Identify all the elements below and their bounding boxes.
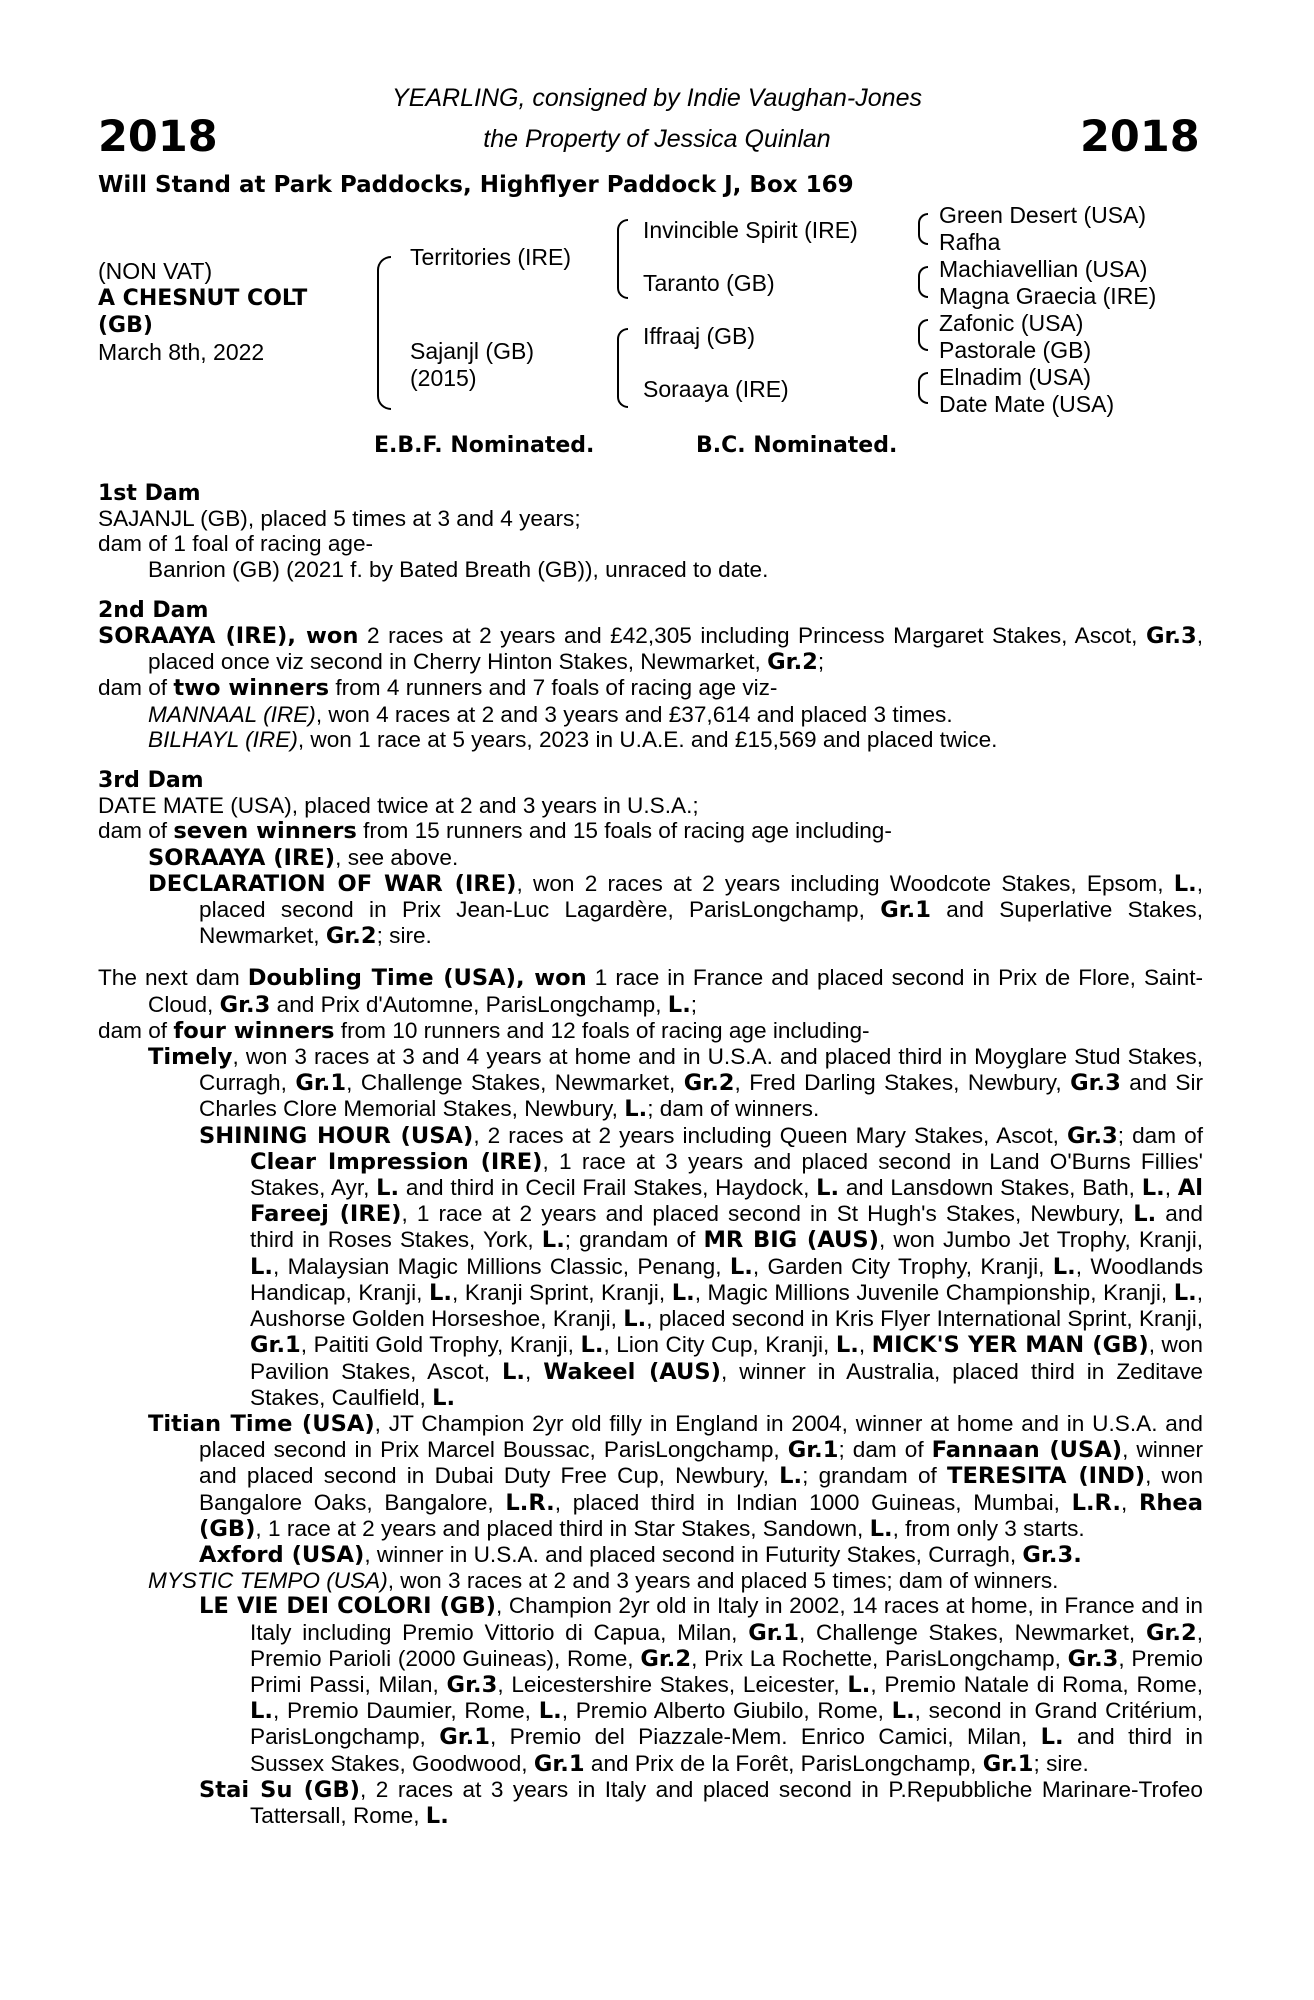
horse-name-bold: Rhea (GB)	[199, 1489, 1203, 1542]
sire-sire: Invincible Spirit (IRE)	[643, 217, 858, 243]
grade-label: Gr.3	[446, 1671, 498, 1698]
record-text: ; sire.	[1033, 1750, 1089, 1776]
horse-name-italic: BILHAYL (IRE)	[148, 726, 298, 752]
produce-item	[98, 727, 1203, 752]
grade-label: L.	[1173, 870, 1197, 897]
record-text: , Premio Primi Passi, Milan,	[250, 1645, 1203, 1697]
second-dam-record	[98, 623, 1203, 675]
grade-label: Gr.2	[683, 1070, 735, 1097]
grade-label: L.	[1040, 1724, 1064, 1751]
record-text: , Paititi Gold Trophy, Kranji,	[300, 1332, 581, 1358]
record-text: , Fred Darling Stakes, Newbury,	[734, 1070, 1071, 1096]
punctuation: ;	[817, 649, 825, 675]
second-dam-heading: 2nd Dam	[98, 597, 209, 623]
grade-label: Gr.2	[640, 1645, 692, 1672]
grade-label: L.	[432, 1384, 456, 1411]
record-text: , Premio Parioli (2000 Guineas), Rome,	[250, 1619, 1204, 1671]
ped-sds: Machiavellian (USA)	[939, 256, 1148, 282]
first-dam-produce-intro: dam of 1 foal of racing age-	[98, 531, 374, 557]
grade-label: Gr.3	[1145, 623, 1197, 650]
punctuation: ,	[1164, 1175, 1178, 1201]
produce-item	[98, 1123, 1203, 1411]
record-text: , see above.	[335, 844, 459, 870]
grade-label: Gr.1	[295, 1070, 347, 1097]
pedigree-brace-sire	[617, 219, 628, 299]
produce-item	[98, 1044, 1203, 1123]
grade-label: Gr.1	[748, 1619, 799, 1646]
record-text: from 4 runners and 7 foals of racing age viz-	[329, 675, 778, 701]
record-text: , won 1 race at 5 years, 2023 in U.A.E. and £15,569 and placed twice.	[297, 726, 998, 752]
record-text: , won 3 races at 3 and 4 years at home and in U.S.A. and placed third in Moyglare Stud Stakes, Curragh,	[199, 1044, 1203, 1096]
grade-label: L.	[501, 1358, 525, 1385]
grade-label: Gr.1	[533, 1750, 585, 1777]
record-text: and Prix de la Forêt, ParisLongchamp,	[584, 1750, 983, 1776]
grade-label: L.	[428, 1279, 452, 1306]
lot-number-left: 2018	[98, 112, 218, 162]
record-text: ; dam of	[838, 1437, 932, 1463]
dam-sire: Iffraaj (GB)	[643, 323, 756, 349]
grade-label: L.	[623, 1306, 647, 1333]
record-text: , Champion 2yr old in Italy in 2002, 14 races at home, in France and in Italy including Premio Vittorio di Capua, Milan,	[250, 1593, 1203, 1645]
produce-item	[98, 1568, 1203, 1593]
horse-name-bold: Axford (USA)	[199, 1541, 365, 1568]
horse-name-bold: LE VIE DEI COLORI (GB)	[199, 1593, 497, 1620]
grade-label: L.	[729, 1253, 753, 1280]
record-text: ; grandam of	[802, 1463, 948, 1489]
record-text: , placed once viz second in Cherry Hinton Stakes, Newmarket,	[148, 623, 1203, 675]
record-text: dam of	[98, 818, 174, 844]
record-text: , 1 race at 2 years and placed third in Star Stakes, Sandown,	[255, 1515, 870, 1541]
grade-label: L.	[835, 1332, 859, 1359]
horse-name-italic: MYSTIC TEMPO (USA)	[148, 1568, 388, 1594]
horse-name-bold: TERESITA (IND)	[947, 1463, 1146, 1490]
record-text: ; dam of winners.	[647, 1096, 820, 1122]
record-text: dam of	[98, 1017, 174, 1043]
record-text: , Premio Natale di Roma, Rome,	[870, 1671, 1204, 1697]
ped-dsd: Pastorale (GB)	[939, 337, 1092, 363]
record-text: , Kranji Sprint, Kranji,	[451, 1279, 672, 1305]
consignor-line: YEARLING, consigned by Indie Vaughan-Jones	[392, 84, 922, 112]
pedigree-brace-dam	[617, 328, 628, 408]
grade-label: L.	[816, 1175, 840, 1202]
property-line: the Property of Jessica Quinlan	[483, 125, 831, 153]
record-text: , Premio Daumier, Rome,	[272, 1698, 539, 1724]
second-dam-produce-intro	[98, 675, 1203, 701]
record-text: , won 4 races at 2 and 3 years and £37,614 and placed 3 times.	[315, 701, 953, 727]
next-dam-produce-intro	[98, 1018, 1203, 1044]
grade-label: L.	[891, 1698, 915, 1725]
punctuation: ,	[524, 1358, 544, 1384]
grade-label: L.	[250, 1253, 273, 1280]
record-text: , Challenge Stakes, Newmarket,	[346, 1070, 684, 1096]
record-text: ; grandam of	[564, 1227, 704, 1253]
record-text: 2 races at 2 years and £42,305 including Princess Margaret Stakes, Ascot,	[358, 623, 1146, 649]
grade-label: Gr.2	[767, 649, 818, 676]
record-text: , winner and placed second in Dubai Duty Free Cup, Newbury,	[199, 1437, 1203, 1489]
record-text: , Malaysian Magic Millions Classic, Penang,	[272, 1253, 730, 1279]
grade-label: Gr.3.	[1022, 1541, 1082, 1568]
third-dam-record: DATE MATE (USA), placed twice at 2 and 3 years in U.S.A.;	[98, 793, 699, 819]
grade-label: L.	[376, 1175, 400, 1202]
record-text: from 15 runners and 15 foals of racing age including-	[356, 818, 892, 844]
grade-label: L.	[425, 1802, 449, 1829]
ped-sss: Green Desert (USA)	[939, 202, 1147, 228]
horse-name-bold: Fannaan (USA)	[931, 1437, 1123, 1464]
record-text: , won Pavilion Stakes, Ascot,	[250, 1332, 1203, 1384]
record-text: from 10 runners and 12 foals of racing age including-	[334, 1017, 870, 1043]
horse-name-bold: Clear Impression (IRE)	[250, 1148, 543, 1175]
grade-label: Gr.3	[1066, 1122, 1118, 1149]
record-text: , Lion City Cup, Kranji,	[603, 1332, 836, 1358]
produce-item	[98, 702, 1203, 727]
grade-label: L.	[847, 1671, 871, 1698]
grade-label: Gr.3	[1067, 1645, 1119, 1672]
produce-item	[98, 845, 1203, 871]
record-text: The next dam	[98, 965, 248, 991]
grade-label: L.	[1052, 1253, 1076, 1280]
punctuation: ,	[1120, 1489, 1139, 1515]
grade-label: Gr.2	[325, 923, 377, 950]
sire-name: Territories (IRE)	[410, 244, 572, 270]
horse-name-bold: Al Fareej (IRE)	[250, 1175, 1203, 1228]
record-text: , placed third in Indian 1000 Guineas, Mumbai,	[554, 1489, 1072, 1515]
grade-label: L.	[779, 1463, 803, 1490]
record-text: ; dam of	[1117, 1122, 1203, 1148]
horse-name-bold: Doubling Time (USA)	[247, 965, 516, 992]
grade-label: L.R.	[1071, 1489, 1121, 1516]
grade-label: Gr.1	[880, 897, 931, 924]
horse-name-bold: MR BIG (AUS)	[703, 1227, 879, 1254]
horse-name-bold: Timely	[148, 1044, 233, 1071]
record-text: , Leicestershire Stakes, Leicester,	[497, 1671, 848, 1697]
ped-sdd: Magna Graecia (IRE)	[939, 283, 1157, 309]
record-text: and Lansdown Stakes, Bath,	[839, 1175, 1142, 1201]
record-text: , 2 races at 2 years including Queen Mary Stakes, Ascot,	[473, 1122, 1067, 1148]
grade-label: L.	[538, 1698, 562, 1725]
sire-dam: Taranto (GB)	[643, 270, 775, 296]
dam-name: Sajanjl (GB)	[410, 338, 534, 364]
grade-label: Gr.3	[1070, 1070, 1121, 1097]
horse-country: (GB)	[98, 313, 153, 338]
produce-item	[98, 1777, 1203, 1829]
third-dam-produce-intro	[98, 818, 1203, 844]
record-text: ; sire.	[376, 923, 432, 949]
horse-name-bold: MICK'S YER MAN (GB)	[871, 1332, 1149, 1359]
record-text: , from only 3 starts.	[892, 1515, 1085, 1541]
grade-label: L.	[624, 1096, 648, 1123]
produce-item	[98, 1411, 1203, 1542]
ped-ssd: Rafha	[939, 229, 1001, 255]
pedigree-brace-sd	[918, 266, 928, 298]
grade-label: L.	[541, 1227, 565, 1254]
horse-name-italic: MANNAAL (IRE)	[148, 701, 316, 727]
record-text: , won Jumbo Jet Trophy, Kranji,	[879, 1227, 1204, 1253]
record-text: , Aushorse Golden Horseshoe, Kranji,	[250, 1279, 1204, 1332]
first-dam-produce-item: Banrion (GB) (2021 f. by Bated Breath (GB)), unraced to date.	[148, 556, 769, 582]
pedigree-brace-ss	[918, 213, 928, 245]
third-dam-heading: 3rd Dam	[98, 768, 204, 794]
won-bold: , won	[516, 965, 587, 992]
grade-label: L.	[671, 1279, 695, 1306]
horse-name-bold: SHINING HOUR (USA)	[199, 1122, 474, 1149]
vat-status: (NON VAT)	[98, 258, 213, 284]
produce-item	[98, 1542, 1203, 1568]
record-text: and third in Roses Stakes, York,	[250, 1201, 1203, 1253]
grade-label: L.	[580, 1332, 604, 1359]
grade-label: Gr.1	[439, 1724, 490, 1751]
horse-name-bold: Titian Time (USA)	[148, 1410, 375, 1437]
pedigree-brace-ds	[918, 319, 928, 351]
record-text: , 1 race at 3 years and placed second in Land O'Burns Fillies' Stakes, Ayr,	[250, 1148, 1203, 1201]
record-text: , 1 race at 2 years and placed second in St Hugh's Stakes, Newbury,	[401, 1201, 1134, 1227]
grade-label: L.	[1133, 1201, 1157, 1228]
dam-year: (2015)	[410, 365, 477, 391]
record-text: ;	[690, 991, 698, 1017]
grade-label: L.	[1173, 1279, 1197, 1306]
record-text: , JT Champion 2yr old filly in England in 2004, winner at home and in U.S.A. and placed second in Prix Marcel Boussac, ParisLongchamp,	[199, 1410, 1203, 1463]
record-text: dam of	[98, 675, 174, 701]
bc-nomination: B.C. Nominated.	[696, 433, 898, 458]
next-dam-record	[98, 965, 1203, 1017]
record-text: , won 2 races at 2 years including Woodcote Stakes, Epsom,	[516, 870, 1174, 896]
horse-name-bold: SORAAYA (IRE)	[148, 844, 336, 871]
winners-count: four winners	[173, 1017, 335, 1044]
record-text: , Magic Millions Juvenile Championship, Kranji,	[694, 1279, 1174, 1305]
ped-dds: Elnadim (USA)	[939, 364, 1092, 390]
produce-item	[98, 1593, 1203, 1776]
record-text: , placed second in Kris Flyer International Sprint, Kranji,	[646, 1306, 1204, 1332]
grade-label: L.	[667, 991, 691, 1018]
grade-label: Gr.2	[1145, 1619, 1197, 1646]
catalogue-body	[98, 481, 1203, 1829]
record-text: , placed second in Prix Jean-Luc Lagardère, ParisLongchamp,	[199, 870, 1203, 923]
won-bold: , won	[287, 623, 359, 650]
grade-label: L.R.	[505, 1489, 555, 1516]
record-text: and Superlative Stakes, Newmarket,	[199, 897, 1203, 949]
grade-label: Gr.3	[219, 991, 271, 1018]
produce-item	[98, 871, 1203, 950]
record-text: and third in Cecil Frail Stakes, Haydock,	[399, 1175, 817, 1201]
foaling-date: March 8th, 2022	[98, 339, 265, 365]
grade-label: Gr.1	[250, 1332, 301, 1359]
record-text: , winner in U.S.A. and placed second in Futurity Stakes, Curragh,	[364, 1541, 1023, 1567]
record-text: , Premio Alberto Giubilo, Rome,	[561, 1698, 892, 1724]
ebf-nomination: E.B.F. Nominated.	[374, 433, 595, 458]
record-text: , second in Grand Critérium, ParisLongchamp,	[250, 1698, 1203, 1750]
first-dam-line: SAJANJL (GB), placed 5 times at 3 and 4 years;	[98, 506, 581, 532]
grade-label: L.	[869, 1515, 893, 1542]
horse-name-bold: SORAAYA (IRE)	[98, 623, 288, 650]
horse-name: A CHESNUT COLT	[98, 286, 308, 311]
record-text: , won 3 races at 2 and 3 years and placed 5 times; dam of winners.	[387, 1568, 1059, 1594]
lot-number-right: 2018	[1080, 112, 1200, 162]
first-dam-heading: 1st Dam	[98, 481, 201, 506]
winners-count: two winners	[173, 675, 330, 702]
grade-label: Gr.1	[787, 1437, 839, 1464]
punctuation: ,	[858, 1332, 872, 1358]
record-text: , Woodlands Handicap, Kranji,	[250, 1253, 1203, 1305]
grade-label: L.	[1141, 1175, 1165, 1202]
record-text: , Challenge Stakes, Newmarket,	[798, 1619, 1146, 1645]
record-text: , 2 races at 3 years in Italy and placed second in P.Repubbliche Marinare-Trofeo Tattersall, Rome,	[250, 1776, 1203, 1828]
record-text: , won Bangalore Oaks, Bangalore,	[199, 1463, 1204, 1515]
horse-name-bold: Wakeel (AUS)	[543, 1358, 722, 1385]
record-text: and Sir Charles Clore Memorial Stakes, Newbury,	[199, 1070, 1204, 1122]
grade-label: L.	[250, 1698, 273, 1725]
pedigree-brace-main	[377, 256, 391, 410]
record-text: , Prix La Rochette, ParisLongchamp,	[691, 1645, 1068, 1671]
record-text: and third in Sussex Stakes, Goodwood,	[250, 1724, 1204, 1776]
winners-count: seven winners	[173, 818, 357, 845]
record-text: 1 race in France and placed second in Prix de Flore, Saint-Cloud,	[148, 965, 1204, 1017]
dam-dam: Soraaya (IRE)	[643, 376, 789, 402]
record-text: , Garden City Trophy, Kranji,	[752, 1253, 1053, 1279]
horse-name-bold: DECLARATION OF WAR (IRE)	[148, 870, 517, 897]
record-text: and Prix d'Automne, ParisLongchamp,	[270, 991, 668, 1017]
pedigree-brace-dd	[918, 372, 928, 404]
stand-location: Will Stand at Park Paddocks, Highflyer Paddock J, Box 169	[98, 172, 854, 198]
record-text: , winner in Australia, placed third in Zeditave Stakes, Caulfield,	[250, 1358, 1203, 1410]
ped-ddd: Date Mate (USA)	[939, 391, 1115, 417]
record-text: , Premio del Piazzale-Mem. Enrico Camici, Milan,	[490, 1724, 1041, 1750]
grade-label: Gr.1	[982, 1750, 1034, 1777]
horse-name-bold: Stai Su (GB)	[199, 1776, 360, 1803]
ped-dss: Zafonic (USA)	[939, 310, 1084, 336]
